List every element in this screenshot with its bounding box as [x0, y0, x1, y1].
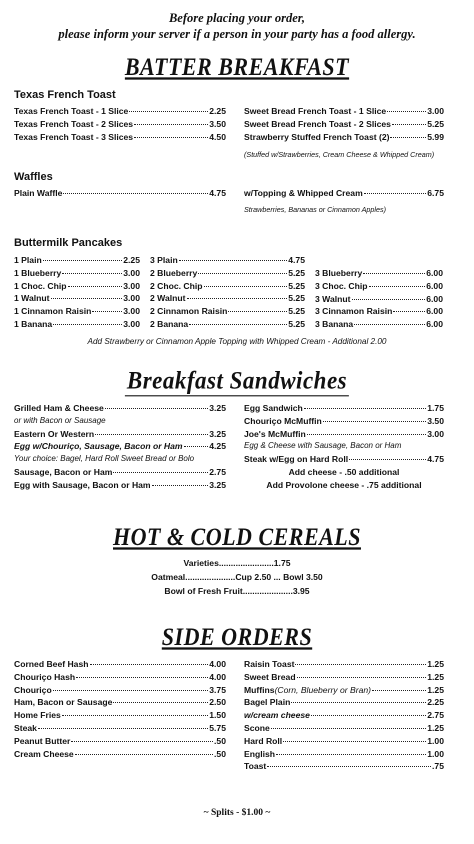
- menu-item: [150, 254, 305, 267]
- menu-item-price: .50: [214, 748, 226, 759]
- allergy-notice: [0, 0, 474, 42]
- waffle-topping-note: Strawberries, Bananas or Cinnamon Apples): [244, 205, 386, 214]
- menu-item: [244, 760, 444, 773]
- menu-item: [244, 131, 444, 144]
- dot-leader: [304, 408, 427, 409]
- dot-leader: [129, 111, 208, 112]
- menu-item-name: Cream Cheese: [14, 748, 74, 759]
- menu-item-name: 1 Walnut: [14, 293, 50, 304]
- batter-breakfast-header: [0, 54, 474, 80]
- dot-leader: [95, 434, 208, 435]
- menu-item-price: 5.25: [288, 267, 305, 278]
- menu-item: [14, 254, 140, 267]
- menu-item-price: 1.00: [427, 735, 444, 746]
- menu-item-price: 1.25: [427, 671, 444, 682]
- cereals-header: [0, 524, 474, 550]
- menu-item-price: 2.25: [427, 697, 444, 708]
- dot-leader: [105, 408, 208, 409]
- menu-item-note: or with Bacon or Sausage: [14, 415, 106, 425]
- breakfast-sandwiches-title: Breakfast Sandwiches: [125, 367, 349, 397]
- dot-leader: [307, 434, 427, 435]
- menu-item: [14, 658, 226, 671]
- menu-item-name: 1 Cinnamon Raisin: [14, 306, 92, 317]
- menu-item-name: Strawberry Stuffed French Toast (2): [244, 131, 390, 142]
- menu-item-name: Bagel Plain: [244, 697, 291, 708]
- menu-item-name: Joe's McMuffin: [244, 428, 306, 439]
- menu-item-price: 3.25: [209, 403, 226, 413]
- menu-item: [14, 428, 226, 441]
- dot-leader: [152, 485, 209, 486]
- menu-item: [14, 722, 226, 735]
- waffles-heading: Waffles: [14, 171, 53, 183]
- menu-item: [14, 440, 226, 453]
- dot-leader: [38, 728, 208, 729]
- menu-item-name: Home Fries: [14, 710, 61, 721]
- pancakes-column-3: [315, 267, 443, 331]
- dot-leader: [390, 137, 426, 138]
- menu-item-name: Chouriço McMuffin: [244, 415, 322, 426]
- menu-item-price: 6.00: [426, 280, 443, 291]
- menu-item-price: 3.00: [123, 318, 140, 329]
- menu-item-name: 3 Banana: [315, 319, 354, 330]
- menu-item: [315, 318, 443, 331]
- menu-item-price: 1.25: [427, 684, 444, 695]
- side-orders-title: SIDE ORDERS: [161, 622, 313, 651]
- menu-item-name: Steak w/Egg on Hard Roll: [244, 454, 349, 465]
- breakfast-sandwiches-header: [0, 368, 474, 395]
- menu-item-price: 3.50: [427, 415, 444, 426]
- menu-item: [14, 709, 226, 722]
- menu-item: [315, 280, 443, 293]
- menu-item: [150, 267, 305, 280]
- menu-item-price: .75: [432, 761, 444, 772]
- menu-item-price: 3.75: [209, 684, 226, 695]
- menu-item: [14, 292, 140, 305]
- waffles-left-list: [14, 187, 226, 200]
- menu-item: [14, 735, 226, 748]
- dot-leader: [189, 324, 287, 325]
- menu-item-price: 3.25: [209, 428, 226, 439]
- pancakes-heading: Buttermilk Pancakes: [14, 237, 123, 249]
- menu-item-price: 1.25: [427, 722, 444, 733]
- dot-leader: [311, 715, 426, 716]
- menu-item-name: 2 Cinnamon Raisin: [150, 306, 228, 317]
- dot-leader: [228, 311, 287, 312]
- menu-item: [244, 402, 444, 415]
- pancake-topping-note: Add Strawberry or Cinnamon Apple Topping with Whipped Cream - Additional 2.00: [87, 337, 387, 346]
- dot-leader: [267, 766, 431, 767]
- dot-leader: [75, 754, 213, 755]
- menu-item-name: 3 Cinnamon Raisin: [315, 306, 393, 317]
- menu-item-name: Ham, Bacon or Sausage: [14, 697, 113, 708]
- menu-item-price: 4.50: [209, 131, 226, 142]
- menu-item-name: Steak: [14, 722, 37, 733]
- french-toast-left-list: [14, 105, 226, 143]
- dot-leader: [62, 715, 208, 716]
- menu-item-price: 2.25: [209, 106, 226, 116]
- menu-item-price: .50: [214, 735, 226, 746]
- menu-item-name: Plain Waffle: [14, 188, 63, 198]
- menu-item: [14, 105, 226, 118]
- menu-item-price: 1.50: [209, 710, 226, 721]
- menu-item-name: Sweet Bread: [244, 671, 296, 682]
- menu-item-name: 1 Choc. Chip: [14, 280, 67, 291]
- menu-item-name: Muffins: [244, 684, 275, 695]
- menu-item-price: 2.75: [209, 466, 226, 477]
- menu-item-name: 2 Choc. Chip: [150, 280, 203, 291]
- menu-item-price: 1.75: [427, 403, 444, 413]
- menu-item: [150, 305, 305, 318]
- menu-item-name: Texas French Toast - 3 Slices: [14, 131, 134, 142]
- menu-item: [14, 280, 140, 293]
- menu-item: [150, 292, 305, 305]
- menu-item-name: Grilled Ham & Cheese: [14, 403, 104, 413]
- menu-item-note: Your choice: Bagel, Hard Roll Sweet Bread or Bolo: [14, 454, 195, 464]
- menu-item-name: Texas French Toast - 2 Slices: [14, 118, 134, 129]
- dot-leader: [352, 299, 426, 300]
- menu-item: [315, 267, 443, 280]
- menu-item-price: 3.25: [209, 479, 226, 490]
- dot-leader: [68, 286, 123, 287]
- menu-item: [244, 671, 444, 684]
- dot-leader: [198, 273, 287, 274]
- dot-leader: [271, 728, 426, 729]
- menu-item-price: 4.00: [209, 659, 226, 669]
- allergy-notice-line1: Before placing your order,: [168, 11, 306, 25]
- dot-leader: [51, 298, 123, 299]
- menu-item-name: w/Topping & Whipped Cream: [244, 188, 363, 198]
- menu-item: [14, 696, 226, 709]
- dot-leader: [134, 137, 208, 138]
- menu-item-price: 6.00: [426, 268, 443, 278]
- side-orders-left-list: [14, 658, 226, 760]
- menu-item-name: 3 Choc. Chip: [315, 280, 368, 291]
- menu-item: [244, 696, 444, 709]
- menu-item-price: 4.00: [209, 671, 226, 682]
- menu-item-price: 6.00: [426, 319, 443, 330]
- menu-item: [244, 428, 444, 441]
- menu-item-price: 5.75: [209, 722, 226, 733]
- menu-addon-note: Add cheese - .50 additional: [288, 466, 400, 477]
- menu-item-name: Sausage, Bacon or Ham: [14, 466, 113, 477]
- menu-item-price: 5.25: [288, 306, 305, 317]
- menu-item: [315, 305, 443, 318]
- dot-leader: [393, 311, 425, 312]
- menu-item: [244, 658, 444, 671]
- dot-leader: [369, 286, 426, 287]
- menu-item: [14, 748, 226, 761]
- dot-leader: [179, 260, 288, 261]
- menu-item: [244, 709, 444, 722]
- menu-item: [14, 684, 226, 697]
- dot-leader: [43, 260, 123, 261]
- menu-item-name: Egg w/Chouriço, Sausage, Bacon or Ham: [14, 441, 183, 452]
- menu-item: [14, 118, 226, 131]
- dot-leader: [297, 677, 427, 678]
- pancakes-column-2: [150, 254, 305, 331]
- sandwiches-left-list: [14, 402, 226, 492]
- menu-item-name: 1 Plain: [14, 255, 42, 265]
- menu-item-price: 2.25: [123, 255, 140, 265]
- menu-item-price: 3.00: [427, 428, 444, 439]
- menu-item: [14, 671, 226, 684]
- dot-leader: [323, 421, 426, 422]
- menu-item-name: Eastern Or Western: [14, 428, 95, 439]
- menu-item-price: 3.00: [427, 106, 444, 116]
- dot-leader: [204, 286, 288, 287]
- menu-item: [150, 280, 305, 293]
- side-orders-right-list: [244, 658, 444, 773]
- cereal-oatmeal: Oatmeal.....................Cup 2.50 ... Bowl 3.50: [151, 572, 323, 582]
- menu-item-name: 1 Blueberry: [14, 267, 62, 278]
- menu-item-price: 2.50: [209, 697, 226, 708]
- menu-item-price: 6.00: [426, 293, 443, 304]
- dot-leader: [184, 446, 209, 447]
- dot-leader: [71, 741, 213, 742]
- menu-item-price: 3.00: [123, 267, 140, 278]
- menu-item: [244, 118, 444, 131]
- menu-item: [244, 453, 444, 466]
- dot-leader: [364, 193, 427, 194]
- dot-leader: [62, 273, 122, 274]
- menu-item-name: Sweet Bread French Toast - 1 Slice: [244, 106, 387, 116]
- side-orders-header: [0, 624, 474, 650]
- dot-leader: [90, 664, 209, 665]
- menu-item-note: Egg & Cheese with Sausage, Bacon or Ham: [244, 441, 402, 451]
- menu-item: [14, 267, 140, 280]
- dot-leader: [295, 664, 426, 665]
- dot-leader: [63, 193, 208, 194]
- menu-item-name: 3 Plain: [150, 255, 178, 265]
- menu-item: [244, 748, 444, 761]
- pancakes-column-1: [14, 254, 140, 331]
- menu-item-name: w/cream cheese: [244, 710, 310, 721]
- dot-leader: [276, 754, 426, 755]
- menu-item-price: 1.00: [427, 748, 444, 759]
- splits-note: ~ Splits - $1.00 ~: [203, 808, 271, 818]
- menu-item-price: 1.25: [427, 659, 444, 669]
- menu-item-subtext: (Corn, Blueberry or Bran): [274, 684, 372, 695]
- menu-item-name: Texas French Toast - 1 Slice: [14, 106, 129, 116]
- dot-leader: [113, 702, 208, 703]
- menu-item-name: Chouriço: [14, 684, 52, 695]
- menu-item-name: 3 Blueberry: [315, 268, 363, 278]
- menu-item-name: Scone: [244, 722, 270, 733]
- menu-item: [14, 318, 140, 331]
- menu-item-name: Hard Roll: [244, 735, 283, 746]
- menu-item: [244, 415, 444, 428]
- menu-item-price: 2.75: [427, 710, 444, 721]
- menu-item-name: Peanut Butter: [14, 735, 71, 746]
- menu-item: [14, 131, 226, 144]
- menu-item-price: 5.99: [427, 131, 444, 142]
- menu-item: [244, 735, 444, 748]
- menu-item: [244, 187, 444, 200]
- sandwiches-right-list: [244, 402, 444, 492]
- menu-item-price: 5.25: [288, 280, 305, 291]
- menu-item-price: 5.25: [288, 293, 305, 304]
- dot-leader: [363, 273, 425, 274]
- dot-leader: [53, 324, 122, 325]
- dot-leader: [349, 459, 426, 460]
- menu-item-name: 2 Blueberry: [150, 267, 198, 278]
- dot-leader: [387, 111, 426, 112]
- dot-leader: [354, 324, 425, 325]
- menu-item: [244, 684, 444, 697]
- menu-item: [14, 305, 140, 318]
- menu-item-name: Egg Sandwich: [244, 403, 303, 413]
- menu-item-price: 4.25: [209, 441, 226, 452]
- menu-item-name: 3 Walnut: [315, 293, 351, 304]
- menu-item-price: 3.00: [123, 280, 140, 291]
- dot-leader: [283, 741, 426, 742]
- dot-leader: [53, 690, 209, 691]
- menu-item-price: 3.00: [123, 306, 140, 317]
- menu-item-name: 2 Banana: [150, 318, 189, 329]
- menu-item-name: 1 Banana: [14, 318, 53, 329]
- waffles-right-list: [244, 187, 444, 200]
- dot-leader: [76, 677, 208, 678]
- menu-item-name: English: [244, 748, 276, 759]
- dot-leader: [113, 472, 208, 473]
- dot-leader: [187, 298, 288, 299]
- cereals-title: HOT & COLD CEREALS: [113, 522, 361, 551]
- menu-item-name: Chouriço Hash: [14, 671, 76, 682]
- menu-item-name: Raisin Toast: [244, 659, 295, 669]
- menu-item-price: 4.75: [288, 255, 305, 265]
- menu-item: [14, 402, 226, 415]
- menu-item-name: Corned Beef Hash: [14, 659, 89, 669]
- dot-leader: [392, 124, 426, 125]
- dot-leader: [134, 124, 208, 125]
- menu-item: [244, 722, 444, 735]
- menu-item-price: 6.00: [426, 306, 443, 317]
- menu-item-name: Egg with Sausage, Bacon or Ham: [14, 479, 151, 490]
- cereal-varieties: Varieties.......................1.75: [183, 558, 291, 568]
- dot-leader: [92, 311, 122, 312]
- batter-breakfast-title: BATTER BREAKFAST: [124, 52, 350, 81]
- menu-item-price: 5.25: [427, 118, 444, 129]
- dot-leader: [372, 690, 426, 691]
- stuffed-french-toast-note: (Stuffed w/Strawberries, Cream Cheese & Whipped Cream): [244, 150, 435, 159]
- menu-item: [244, 105, 444, 118]
- french-toast-heading: Texas French Toast: [14, 89, 116, 101]
- menu-addon-note: Add Provolone cheese - .75 additional: [266, 479, 422, 490]
- menu-item-price: 4.75: [209, 188, 226, 198]
- menu-item-name: 2 Walnut: [150, 293, 186, 304]
- menu-item-price: 5.25: [288, 318, 305, 329]
- menu-item-price: 4.75: [427, 454, 444, 465]
- menu-item-price: 6.75: [427, 188, 444, 198]
- menu-item: [150, 318, 305, 331]
- menu-item-price: 3.00: [123, 293, 140, 304]
- menu-item-price: 3.50: [209, 118, 226, 129]
- dot-leader: [291, 702, 426, 703]
- allergy-notice-line2: please inform your server if a person in your party has a food allergy.: [58, 27, 416, 41]
- menu-item: [14, 479, 226, 492]
- menu-item-name: Sweet Bread French Toast - 2 Slices: [244, 118, 391, 129]
- menu-item: [14, 466, 226, 479]
- menu-item: [315, 293, 443, 306]
- menu-item: [14, 187, 226, 200]
- french-toast-right-list: [244, 105, 444, 143]
- menu-item-name: Toast: [244, 761, 267, 772]
- cereal-fresh-fruit: Bowl of Fresh Fruit.....................3.95: [164, 586, 310, 596]
